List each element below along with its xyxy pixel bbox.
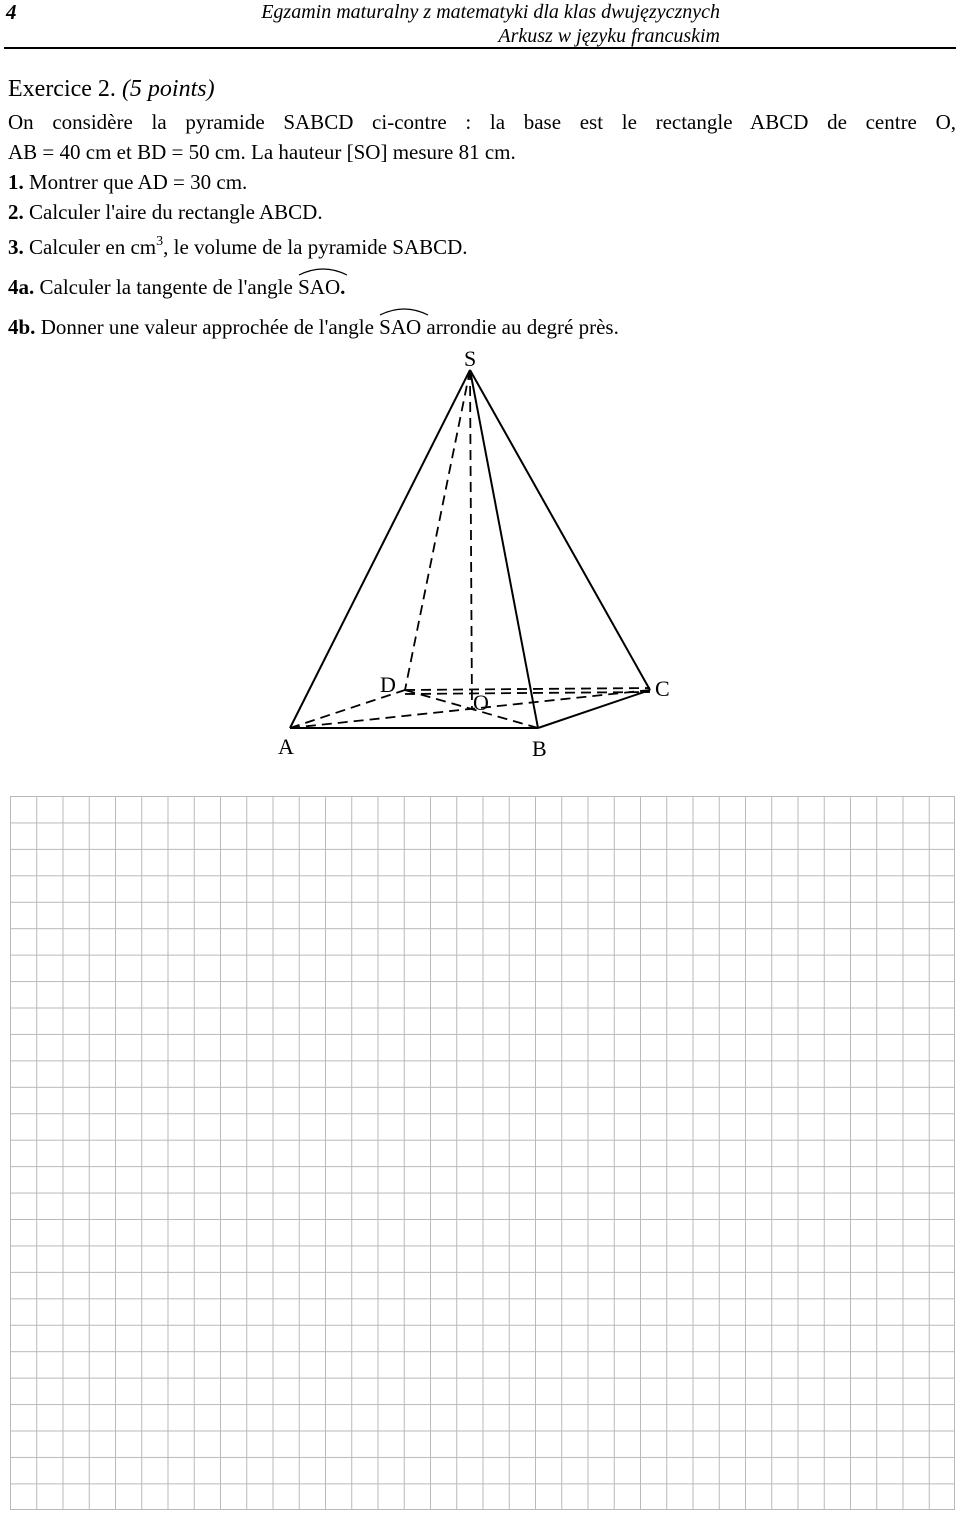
question-number: 3. [8,235,24,259]
edge-SD [405,370,470,690]
page-number: 4 [6,0,17,24]
angle-notation: SAO [379,310,421,342]
label-A: A [278,734,294,759]
label-O: O [473,690,489,715]
exam-title-line1: Egzamin maturalny z matematyki dla klas dwujęzycznych [261,1,720,23]
exercise-title: Exercice 2. (5 points) [8,76,215,102]
question-number: 4b. [8,315,36,339]
edge-SO [470,370,472,710]
edge-DC-upper [405,688,650,690]
question-text: Calculer la tangente de l'angle [39,275,293,299]
exercise-points: (5 points) [121,76,215,102]
question-1 [8,167,956,197]
intro-line-2: AB = 40 cm et BD = 50 cm. La hauteur [SO] mesure 81 cm. [8,140,516,164]
exam-title-line2: Arkusz w języku francuskim [498,25,720,47]
hidden-edges [290,370,650,728]
exercise-2 [8,72,956,342]
question-text-cont: arrondie au degré près. [426,315,619,339]
intro-line-1: On considère la pyramide SABCD ci-contre : la base est le rectangle ABCD de centre O, [8,110,956,134]
edge-SC [470,370,650,690]
question-number: 2. [8,200,24,224]
label-S: S [464,346,477,371]
question-number: 4a. [8,275,35,299]
angle-arc-icon [378,306,430,316]
question-number: 1. [8,170,24,194]
label-D: D [380,672,396,697]
angle-notation: SAO [298,270,340,302]
question-text: Montrer que AD = 30 cm. [29,170,248,194]
header-rule [4,47,956,49]
question-text: Calculer en cm [29,235,157,259]
pyramid-figure [0,340,960,780]
exam-title [261,0,720,48]
vertex-labels [278,346,670,761]
angle-arc-icon [297,266,349,276]
question-2 [8,197,956,227]
label-B: B [532,736,547,761]
question-3 [8,227,956,262]
question-4b [8,310,956,342]
label-C: C [655,676,670,701]
question-text: Calculer l'aire du rectangle ABCD. [29,200,323,224]
question-4a: 4a. Calculer la tangente de l'angle SAO. [8,270,956,302]
question-text-cont: , le volume de la pyramide SABCD. [163,235,468,259]
edge-SB [470,370,538,728]
superscript: 3 [156,234,164,249]
question-text: Donner une valeur approchée de l'angle [40,315,374,339]
answer-grid[interactable] [10,796,955,1510]
